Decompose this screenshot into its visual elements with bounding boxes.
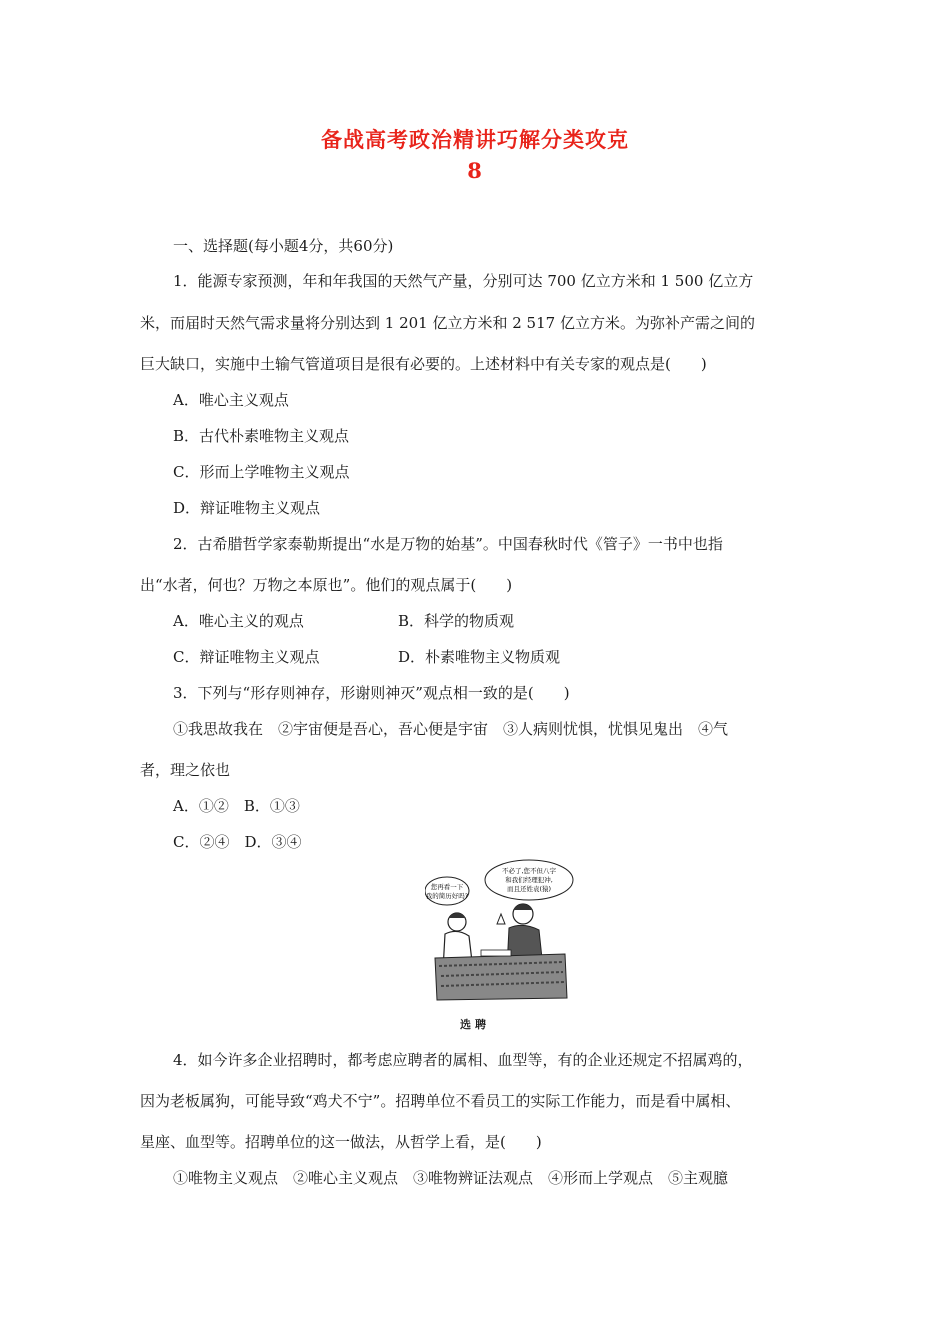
q2-option-d: D．朴素唯物主义物质观: [398, 648, 561, 666]
bubble-right-line-1: 不必了,您不但八字: [501, 867, 557, 875]
q1-line-2: 米，而届时天然气需求量将分别达到 1 201 亿立方米和 2 517 亿立方米。为弥补产需之间的: [140, 314, 755, 332]
page-subtitle: 8: [467, 158, 483, 183]
q4-line-1: 4．如今许多企业招聘时，都考虑应聘者的属相、血型等，有的企业还规定不招属鸡的，: [173, 1051, 753, 1069]
cartoon-illustration: [425, 858, 575, 1006]
q2-option-c: C．辩证唯物主义观点: [173, 648, 320, 666]
q3-line-2: ①我思故我在 ②宇宙便是吾心，吾心便是宇宙 ③人病则忧惧，忧惧见鬼出 ④气: [173, 720, 729, 738]
page-title: 备战高考政治精讲巧解分类攻克: [321, 127, 629, 152]
q3-line-3: 者，理之依也: [140, 761, 231, 779]
q4-line-2: 因为老板属狗，可能导致“鸡犬不宁”。招聘单位不看员工的实际工作能力，而是看中属相、: [140, 1092, 741, 1110]
q4-line-4: ①唯物主义观点 ②唯心主义观点 ③唯物辨证法观点 ④形而上学观点 ⑤主观臆: [173, 1169, 729, 1187]
bubble-right-line-2: 和我们经理犯冲,: [505, 876, 553, 884]
q3-option-ab: A．①② B．①③: [173, 797, 300, 815]
q1-option-c: C．形而上学唯物主义观点: [173, 463, 350, 481]
q3-option-cd: C．②④ D．③④: [173, 833, 302, 851]
q3-line-1: 3．下列与“形存则神存，形谢则神灭”观点相一致的是( ): [173, 684, 570, 702]
section-heading: 一、选择题(每小题4分，共60分): [173, 237, 394, 255]
q2-option-b: B．科学的物质观: [398, 612, 515, 630]
q1-line-1: 1．能源专家预测，年和年我国的天然气产量，分别可达 700 亿立方米和 1 500 亿立方: [173, 272, 754, 290]
q4-line-3: 星座、血型等。招聘单位的这一做法，从哲学上看，是( ): [140, 1133, 542, 1151]
bubble-left-line-1: 您再看一下: [430, 883, 464, 891]
cartoon-caption: 选聘: [460, 1018, 490, 1031]
q1-option-d: D．辩证唯物主义观点: [173, 499, 321, 517]
q2-line-1: 2．古希腊哲学家泰勒斯提出“水是万物的始基”。中国春秋时代《管子》一书中也指: [173, 535, 723, 553]
q1-option-b: B．古代朴素唯物主义观点: [173, 427, 350, 445]
q2-line-2: 出“水者，何也？万物之本原也”。他们的观点属于( ): [140, 576, 513, 594]
bubble-right-line-3: 而且还姓袁(猿): [506, 885, 552, 893]
bubble-left-line-2: 我的简历好吗?: [425, 892, 469, 900]
q2-option-a: A．唯心主义的观点: [173, 612, 304, 630]
q1-line-3: 巨大缺口，实施中土输气管道项目是很有必要的。上述材料中有关专家的观点是( ): [140, 355, 707, 373]
q1-option-a: A．唯心主义观点: [173, 391, 289, 409]
